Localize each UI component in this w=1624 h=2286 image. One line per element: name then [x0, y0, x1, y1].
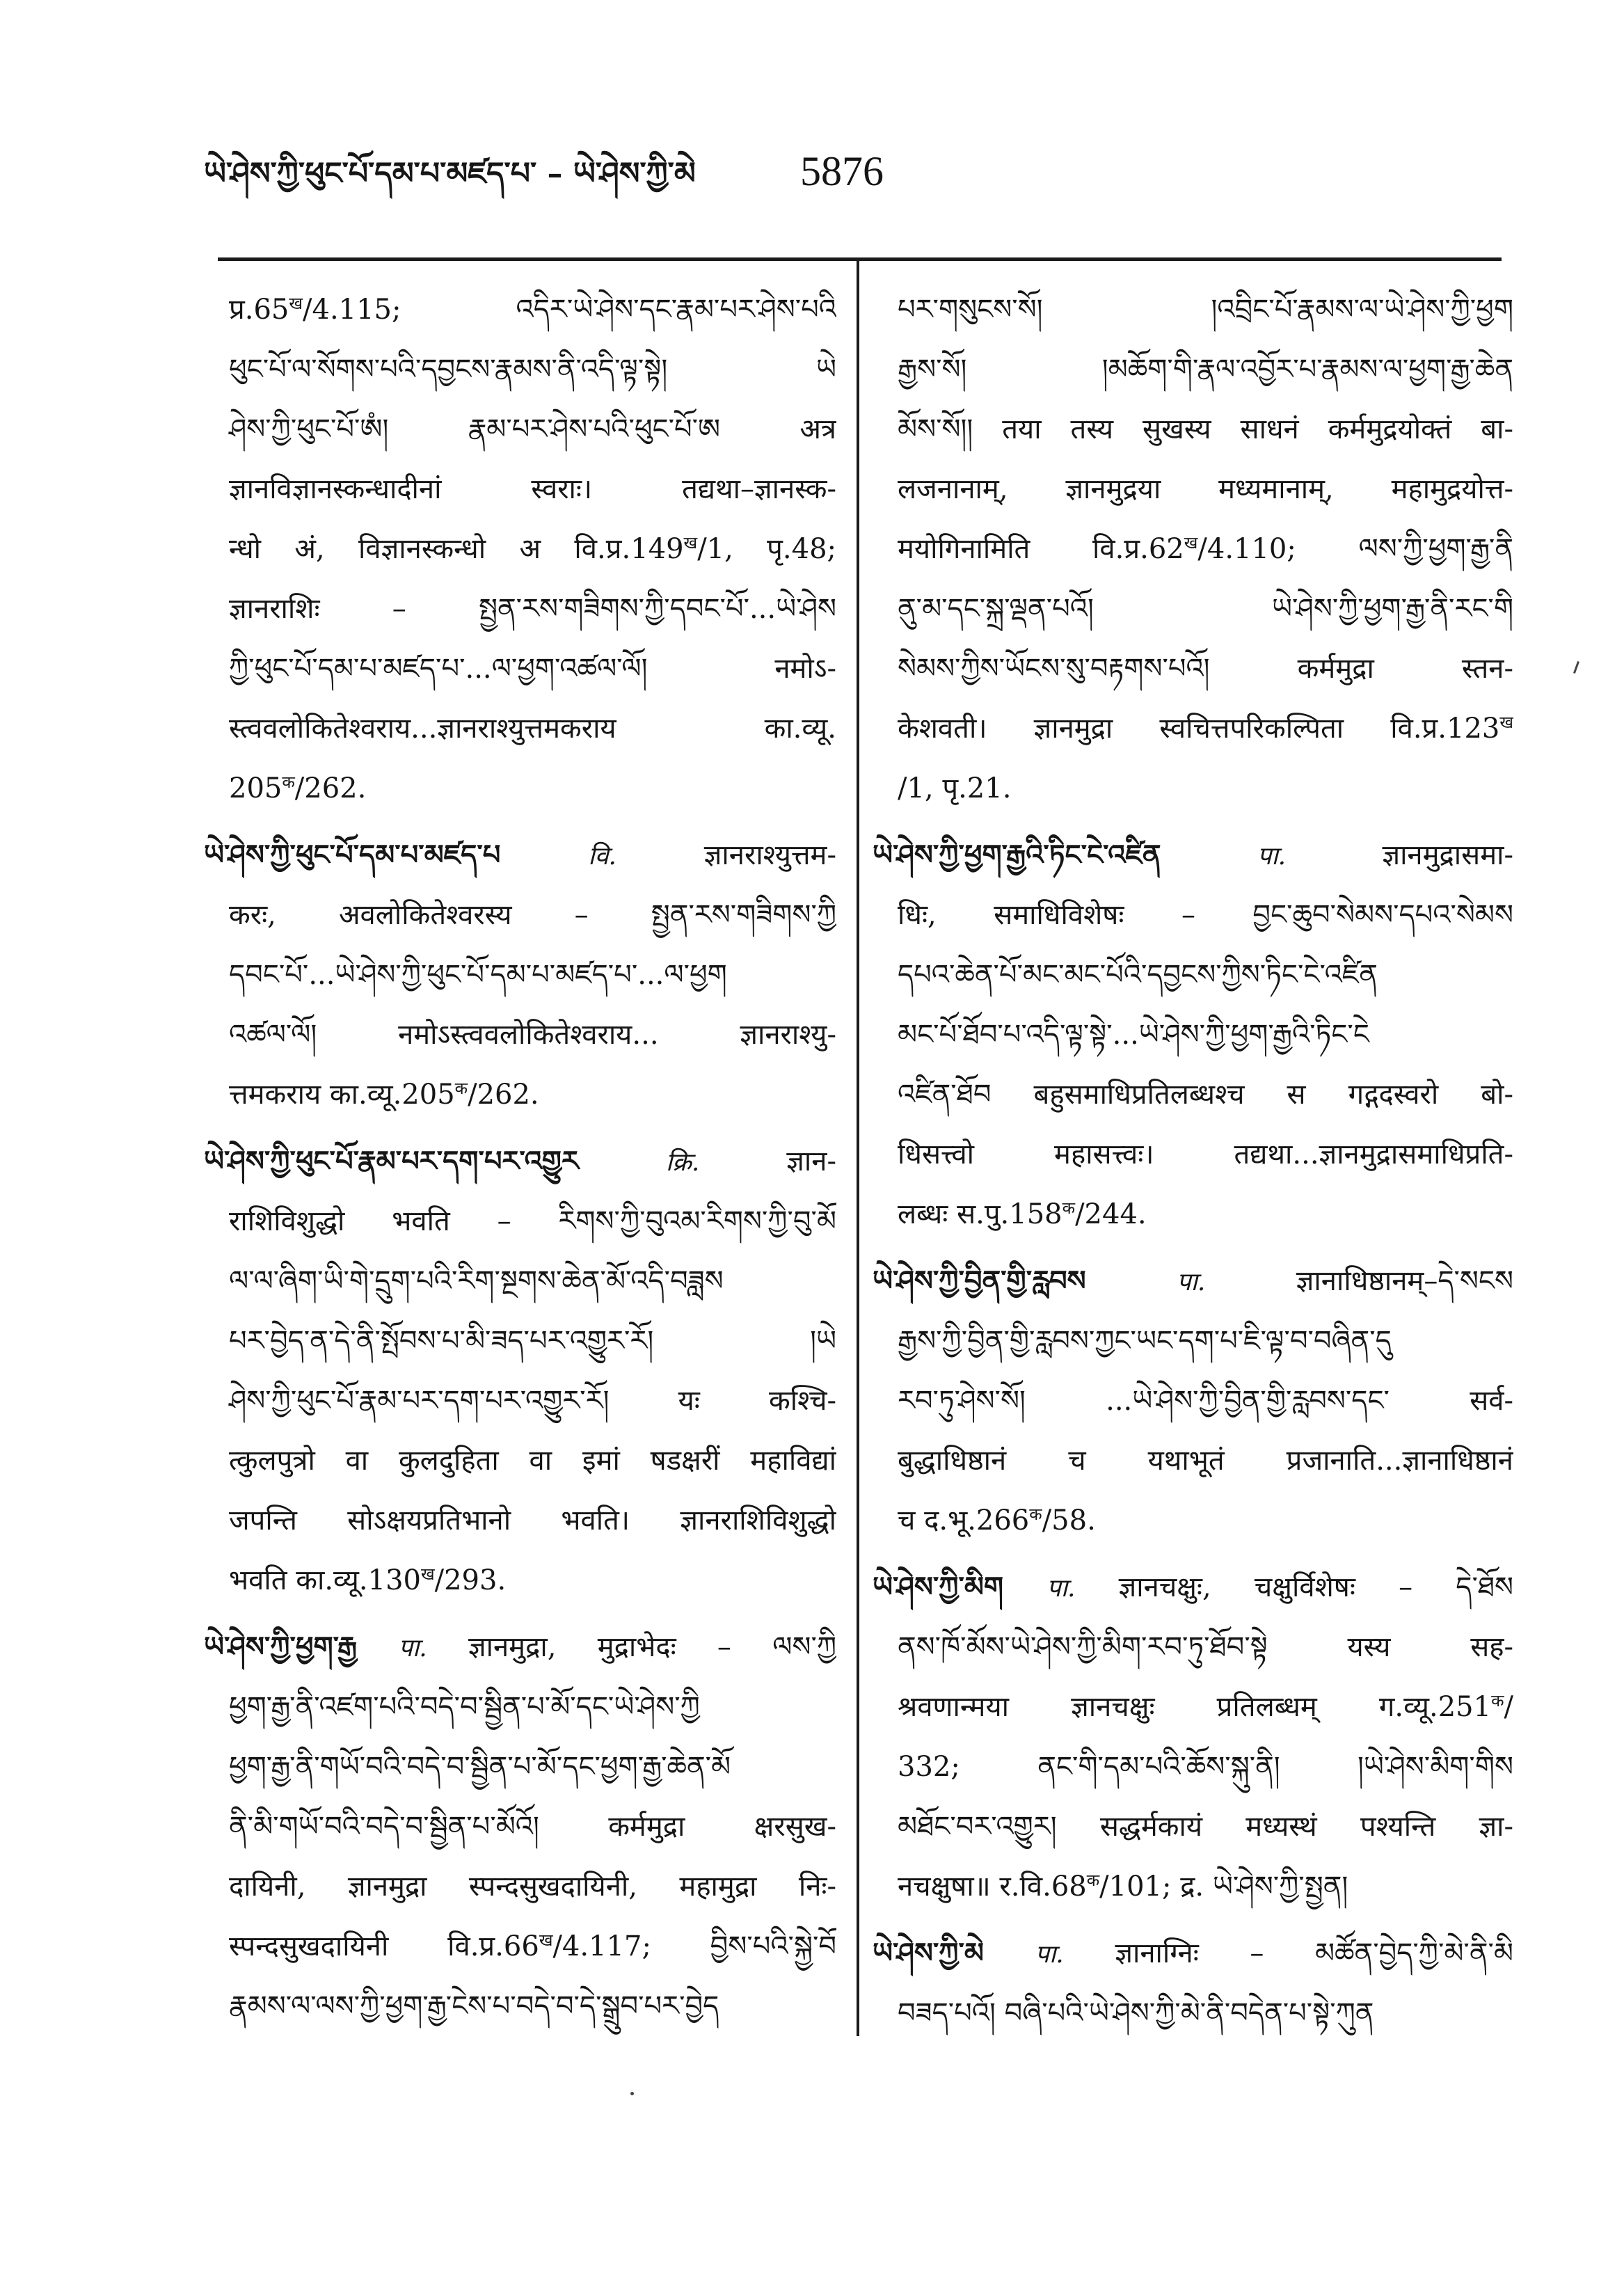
entry-text: རབ་ཏུ་ཤེས་སོ། ...ཡེ་ཤེས་ཀྱི་བྱིན་གྱི་རླབས་དང་ सर्व-	[898, 1385, 1513, 1417]
entry-line	[204, 1431, 836, 1491]
entry-text: ज्ञानमुद्रासमा-	[1382, 839, 1513, 871]
entry-line	[873, 945, 1513, 1005]
entry-line	[204, 1191, 836, 1251]
entry-line	[204, 1677, 836, 1737]
entry-line	[204, 1916, 836, 1976]
entry-line	[204, 1491, 836, 1550]
entry-text: པར་གསུངས་སོ། །འབྲིང་པོ་རྣམས་ལ་ཡེ་ཤེས་ཀྱི་ཕྱག	[898, 294, 1513, 326]
entry-text: ཀྱི་ཕུང་པོ་དམ་པ་མཛད་པ་...ལ་ཕྱག་འཚལ་ལོ། नमोऽ-	[229, 653, 836, 685]
entry-text: ज्ञानाधिष्ठानम्–དེ་སངས	[1296, 1265, 1513, 1297]
dictionary-entry	[873, 280, 1513, 818]
entry-text: ज्ञानविज्ञानस्कन्धादीनां स्वराः। तद्यथा–ज्ञानस्क-	[229, 473, 836, 505]
entry-line	[873, 1857, 1513, 1916]
folio-side-mark: क	[282, 772, 295, 792]
folio-side-mark: ख	[289, 294, 303, 313]
entry-text: स्पन्दसुखदायिनी $वि.प्र.66^ख/4.117$; བྱིས་པའི་སྐྱེ་བོ	[229, 1930, 836, 1962]
entry-text: ज्ञानमुद्रा, मुद्राभेदः – ལས་ཀྱི	[468, 1631, 836, 1663]
header-rule	[218, 257, 1502, 261]
entry-text: ཕྱག་རྒྱ་ནི་འཛག་པའི་བདེ་བ་སྦྱིན་པ་མོ་དང་ཡེ་ཤེས་ཀྱི	[229, 1691, 700, 1723]
folio-side-mark: क	[454, 1079, 468, 1098]
entry-line	[873, 579, 1513, 639]
entry-line	[204, 340, 836, 399]
entry-text: त्तमकराय $का.व्यू.205^क/262$.	[229, 1079, 539, 1111]
scan-speck	[630, 2092, 634, 2095]
entry-text: मयोगिनामिति $वि.प्र.62^ख/4.110$; ལས་ཀྱི་ཕྱག་རྒྱ་ནི	[898, 533, 1513, 565]
entry-line	[204, 1550, 836, 1610]
part-of-speech-label: वि.	[588, 842, 616, 871]
folio-side-mark: ख	[420, 1564, 435, 1584]
entry-line	[204, 579, 836, 639]
entry-text: दायिनी, ज्ञानमुद्रा स्पन्दसुखदायिनी, महामुद्रा निः-	[229, 1871, 836, 1903]
entry-text: ཕུང་པོ་ལ་སོགས་པའི་དབྱངས་རྣམས་ནི་འདི་ལྟ་སྟེ། ཡེ	[229, 354, 836, 386]
entry-line	[873, 1491, 1513, 1550]
dictionary-entry	[204, 280, 836, 818]
entry-text: ज्ञानचक्षुः, चक्षुर्विशेषः – དེ་ཐོས	[1118, 1571, 1513, 1603]
entry-text: $205^क/262$.	[229, 772, 367, 804]
entry-line	[873, 885, 1513, 945]
entry-line	[204, 459, 836, 519]
entry-line	[873, 1431, 1513, 1491]
entry-line	[204, 759, 836, 818]
entry-text: ལ་ལ་ཞིག་ཡི་གེ་དྲུག་པའི་རིག་སྔགས་ཆེན་མོ་འདི་བཟླས	[229, 1265, 724, 1297]
scan-speck	[1573, 661, 1579, 674]
dictionary-entry	[204, 1617, 836, 2036]
entry-text: लजनानाम्, ज्ञानमुद्रया मध्यमानाम्, महामुद्रयोत्त-	[898, 473, 1513, 505]
entry-text: केशवती। ज्ञानमुद्रा स्वचित्तपरिकल्पिता $वि.प्र.123^ख$	[898, 713, 1513, 745]
left-column	[204, 280, 836, 2036]
dictionary-entry	[204, 1132, 836, 1610]
entry-line	[204, 1371, 836, 1431]
entry-text: ནས་ཁོ་མོས་ཡེ་ཤེས་ཀྱི་མིག་རབ་ཏུ་ཐོབ་སྟེ यस्य सह-	[898, 1631, 1513, 1663]
entry-headword: ཡེ་ཤེས་ཀྱི་ཕུང་པོ་རྣམ་པར་དག་པར་འགྱུར	[204, 1145, 579, 1177]
part-of-speech-label: पा.	[1257, 842, 1287, 871]
entry-text: ཕྱག་རྒྱ་ནི་གཡོ་བའི་བདེ་བ་སྦྱིན་པ་མོ་དང་ཕྱག་རྒྱ་ཆེན་མོ	[229, 1751, 731, 1783]
entry-line	[873, 1065, 1513, 1125]
right-column	[873, 280, 1513, 2043]
entry-line	[873, 699, 1513, 759]
folio-side-mark: ख	[683, 533, 698, 553]
entry-line	[204, 1617, 836, 1677]
part-of-speech-label: क्रि.	[665, 1148, 700, 1177]
entry-line	[873, 1251, 1513, 1311]
entry-line	[873, 1737, 1513, 1797]
entry-line	[204, 399, 836, 459]
folio-side-mark: क	[1086, 1871, 1100, 1890]
entry-text: करः, अवलोकितेश्वरस्य – སྤྱན་རས་གཟིགས་ཀྱི	[229, 899, 836, 931]
entry-text: ནི་མི་གཡོ་བའི་བདེ་བ་སྦྱིན་པ་མོའོ། कर्ममुद्रा क्षरसुख-	[229, 1811, 836, 1843]
folio-side-mark: क	[1062, 1198, 1076, 1218]
entry-line	[873, 280, 1513, 340]
entry-text: ज्ञान-	[786, 1145, 836, 1177]
entry-text: लब्धः $स.पु.158^क/244$.	[898, 1198, 1147, 1230]
entry-line	[204, 1311, 836, 1371]
entry-text: स्त्ववलोकितेश्वराय...ज्ञानराश्युत्तमकराय का.व्यू.	[229, 713, 836, 745]
running-header-title: ཡེ་ཤེས་ཀྱི་ཕུང་པོ་དམ་པ་མཛད་པ་ – ཡེ་ཤེས་ཀྱི་མེ	[204, 156, 696, 191]
part-of-speech-label: पा.	[398, 1634, 427, 1662]
entry-text: न्धो अं, विज्ञानस्कन्धो अ $वि.प्र.149^ख/1$, पृ.48;	[229, 533, 836, 565]
entry-text: /1, पृ.21.	[898, 772, 1012, 804]
entry-line	[873, 639, 1513, 699]
entry-line	[204, 1251, 836, 1311]
entry-text: बुद्धाधिष्ठानं च यथाभूतं प्रजानाति...ज्ञानाधिष्ठानं	[898, 1445, 1513, 1477]
folio-side-mark: ख	[1184, 533, 1198, 553]
entry-text: སེམས་ཀྱིས་ཡོངས་སུ་བརྟགས་པའོ། कर्ममुद्रा स्तन-	[898, 653, 1513, 685]
entry-text: ज्ञानराश्युत्तम-	[703, 839, 836, 871]
folio-side-mark: ख	[1499, 713, 1513, 732]
entry-line	[204, 1857, 836, 1916]
entry-text: བཟད་པའོ། བཞི་པའི་ཡེ་ཤེས་ཀྱི་མེ་ནི་བདེན་པ་སྟེ་ཀུན	[898, 1997, 1374, 2029]
entry-line	[204, 1976, 836, 2036]
entry-line	[873, 1371, 1513, 1431]
dictionary-entry	[873, 1923, 1513, 2043]
column-divider	[857, 257, 859, 2036]
entry-text: जपन्ति सोऽक्षयप्रतिभानो भवति। ज्ञानराशिविशुद्धो	[229, 1505, 836, 1537]
entry-text: त्कुलपुत्रो वा कुलदुहिता वा इमां षडक्षरीं महाविद्यां	[229, 1445, 836, 1477]
entry-line	[873, 1923, 1513, 1983]
part-of-speech-label: पा.	[1046, 1574, 1076, 1603]
entry-text: ज्ञानाग्निः – མཚོན་བྱེད་ཀྱི་མེ་ནི་མི	[1115, 1937, 1513, 1969]
entry-text: ཤེས་ཀྱི་ཕུང་པོ་རྣམ་པར་དག་པར་འགྱུར་རོ། यः कश्चि-	[229, 1385, 836, 1417]
entry-line	[873, 459, 1513, 519]
dictionary-entry	[204, 825, 836, 1125]
entry-text: $प्र.65^ख/4.115$; འདིར་ཡེ་ཤེས་དང་རྣམ་པར་ཤེས་པའི	[229, 294, 836, 326]
entry-text: རྒྱས་ཀྱི་བྱིན་གྱི་རླབས་ཀྱང་ཡང་དག་པ་ཇི་ལྟ་བ་བཞིན་དུ	[898, 1325, 1392, 1357]
entry-line	[873, 1557, 1513, 1617]
entry-text: ནུ་མ་དང་སྐྲ་ལྡན་པའོ། ཡེ་ཤེས་ཀྱི་ཕྱག་རྒྱ་ནི་རང་གི	[898, 593, 1513, 625]
entry-line	[204, 280, 836, 340]
entry-headword: ཡེ་ཤེས་ཀྱི་མེ	[873, 1937, 984, 1969]
entry-headword: ཡེ་ཤེས་ཀྱི་བྱིན་གྱི་རླབས	[873, 1264, 1086, 1297]
entry-line	[873, 399, 1513, 459]
entry-line	[873, 1617, 1513, 1677]
entry-text: नचक्षुषा॥ $र.वि.68^क/101$; द्र. ཡེ་ཤེས་ཀྱི་སྤྱན།	[898, 1871, 1348, 1903]
entry-line	[873, 1005, 1513, 1065]
entry-text: ཤེས་ཀྱི་ཕུང་པོ་ཨཾ། རྣམ་པར་ཤེས་པའི་ཕུང་པོ་ཨ अत्र	[229, 413, 836, 445]
entry-line	[873, 759, 1513, 818]
entry-line	[873, 519, 1513, 579]
entry-text: धिः, समाधिविशेषः – བྱང་ཆུབ་སེམས་དཔའ་སེམས	[898, 899, 1513, 931]
entry-text: པར་བྱེད་ན་དེ་ནི་སྤོབས་པ་མི་ཟད་པར་འགྱུར་རོ། །ཡེ	[229, 1325, 836, 1357]
entry-text: धिसत्त्वो महासत्त्वः। तद्यथा...ज्ञानमुद्रासमाधिप्रति-	[898, 1138, 1513, 1170]
entry-text: དཔའ་ཆེན་པོ་མང་མང་པོའི་དབྱངས་ཀྱིས་ཏིང་ངེ་འཛིན	[898, 959, 1378, 991]
entry-line	[204, 639, 836, 699]
entry-line	[204, 699, 836, 759]
entry-text: राशिविशुद्धो भवति – རིགས་ཀྱི་བུའམ་རིགས་ཀྱི་བུ་མོ	[229, 1205, 836, 1237]
entry-text: श्रवणान्मया ज्ञानचक्षुः प्रतिलब्धम् $ग.व्यू.251^क/$	[898, 1691, 1513, 1723]
entry-headword: ཡེ་ཤེས་ཀྱི་ཕྱག་རྒྱ	[204, 1630, 358, 1663]
entry-line	[873, 825, 1513, 885]
folio-side-mark: क	[1491, 1691, 1504, 1710]
entry-headword: ཡེ་ཤེས་ཀྱི་ཕྱག་རྒྱའི་ཏིང་ངེ་འཛིན	[873, 839, 1161, 871]
entry-headword: ཡེ་ཤེས་ཀྱི་མིག	[873, 1571, 1004, 1603]
entry-line	[873, 1311, 1513, 1371]
entry-text: རྒྱས་སོ། །མཆོག་གི་རྣལ་འབྱོར་པ་རྣམས་ལ་ཕྱག་རྒྱ་ཆེན	[898, 354, 1513, 386]
entry-text: མོས་སོ།། तया तस्य सुखस्य साधनं कर्ममुद्रयोक्तं बा-	[898, 413, 1513, 445]
entry-text: མཐོང་བར་འགྱུར། सद्धर्मकायं मध्यस्थं पश्यन्ति ज्ञा-	[898, 1811, 1513, 1843]
entry-line	[873, 1125, 1513, 1184]
part-of-speech-label: पा.	[1177, 1268, 1206, 1296]
entry-line	[204, 1065, 836, 1125]
entry-line	[204, 945, 836, 1005]
entry-text: མང་པོ་ཐོབ་པ་འདི་ལྟ་སྟེ་...ཡེ་ཤེས་ཀྱི་ཕྱག་རྒྱའི་ཏིང་ངེ	[898, 1019, 1369, 1051]
dictionary-entry	[873, 1251, 1513, 1550]
dictionary-entry	[873, 1557, 1513, 1916]
entry-line	[204, 1797, 836, 1857]
entry-text: འཛིན་ཐོབ बहुसमाधिप्रतिलब्धश्च स गद्गदस्वरो बो-	[898, 1079, 1513, 1111]
entry-text: འཚལ་ལོ། नमोऽस्त्ववलोकितेश्वराय... ज्ञानराश्यु-	[229, 1019, 836, 1051]
entry-line	[204, 519, 836, 579]
entry-text: भवति $का.व्यू.130^ख/293$.	[229, 1564, 507, 1596]
folio-side-mark: क	[1029, 1505, 1042, 1524]
entry-line	[873, 1184, 1513, 1244]
page-number: 5876	[800, 148, 884, 194]
entry-line	[204, 1005, 836, 1065]
part-of-speech-label: पा.	[1035, 1940, 1064, 1969]
entry-line	[873, 1983, 1513, 2043]
entry-line	[204, 825, 836, 885]
dictionary-entry	[873, 825, 1513, 1244]
entry-text: རྣམས་ལ་ལས་ཀྱི་ཕྱག་རྒྱ་ངེས་པ་བདེ་བ་དེ་སྒྲུབ་པར་བྱེད	[229, 1990, 719, 2022]
entry-text: ज्ञानराशिः – སྤྱན་རས་གཟིགས་ཀྱི་དབང་པོ་...ཡེ་ཤེས	[229, 593, 836, 625]
entry-text: 332; ནང་གི་དམ་པའི་ཆོས་སྐུ་ནི། །ཡེ་ཤེས་མིག་གིས	[898, 1751, 1513, 1783]
entry-text: च $द.भू.266^क/58$.	[898, 1505, 1096, 1537]
entry-line	[204, 885, 836, 945]
entry-line	[873, 1677, 1513, 1737]
entry-line	[204, 1737, 836, 1797]
entry-line	[204, 1132, 836, 1191]
entry-headword: ཡེ་ཤེས་ཀྱི་ཕུང་པོ་དམ་པ་མཛད་པ	[204, 839, 501, 871]
folio-side-mark: ख	[539, 1930, 553, 1950]
entry-line	[873, 340, 1513, 399]
entry-line	[873, 1797, 1513, 1857]
entry-text: དབང་པོ་...ཡེ་ཤེས་ཀྱི་ཕུང་པོ་དམ་པ་མཛད་པ་...ལ་ཕྱག	[229, 959, 727, 991]
